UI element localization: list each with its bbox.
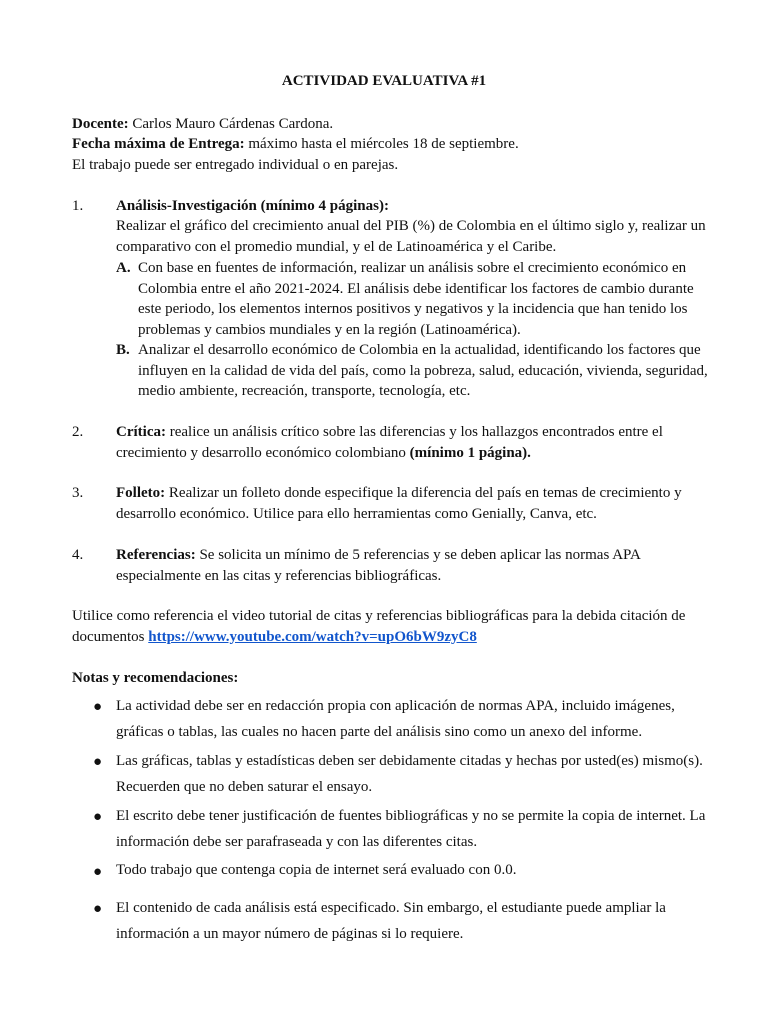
- note-item: Las gráficas, tablas y estadísticas deben ser debidamente citadas y hechas por usted(es) mismo(s). Recuerden que no deben saturar el ensayo.: [116, 753, 703, 795]
- subitem-letter: A.: [116, 260, 131, 276]
- fecha-value: máximo hasta el miércoles 18 de septiembre.: [244, 136, 519, 152]
- item-1-text: Realizar el gráfico del crecimiento anual del PIB (%) de Colombia en el último siglo y, realizar un comparativo con el promedio mundial, y el de Latinoamérica y el Caribe.: [116, 218, 706, 255]
- note-item: La actividad debe ser en redacción propia con aplicación de normas APA, incluido imágenes, gráficas o tablas, las cuales no hacen parte del análisis sino como un anexo del informe.: [116, 698, 675, 740]
- fecha-line: [72, 134, 519, 155]
- item-number: 2.: [72, 424, 84, 440]
- bullet-icon: ●: [93, 901, 103, 917]
- bullet-icon: ●: [93, 754, 103, 770]
- subitem-letter: B.: [116, 342, 130, 358]
- docente-line: [72, 114, 333, 135]
- note-item: El escrito debe tener justificación de fuentes bibliográficas y no se permite la copia de internet. La información debe ser parafraseada y con las diferentes citas.: [116, 808, 706, 850]
- document-title: ACTIVIDAD EVALUATIVA #1: [281, 73, 487, 89]
- bullet-icon: ●: [93, 699, 103, 715]
- fecha-label: Fecha máxima de Entrega:: [72, 136, 245, 152]
- bullet-icon: ●: [93, 864, 103, 880]
- item-number: 4.: [72, 547, 84, 563]
- subitem-b-text: Analizar el desarrollo económico de Colombia en la actualidad, identificando los factores que influyen en la calidad de vida del país, como la pobreza, salud, educación, vivienda, seguridad, medio ambiente, recreación, transporte, tecnología, etc.: [138, 342, 708, 400]
- subitem-a-text: Con base en fuentes de información, realizar un análisis sobre el crecimiento económico en Colombia entre el año 2021-2024. El análisis debe identificar los factores de cambio durante este periodo, los elementos internos positivos y negativos y la incidencia que han tenido los problemas y cambios mundiales y en la región (Latinoamérica).: [138, 260, 694, 339]
- item-2-text: Crítica: realice un análisis crítico sobre las diferencias y los hallazgos encontrados entre el crecimiento y desarrollo económico colombiano (mínimo 1 página).: [116, 424, 663, 461]
- item-1-heading: Análisis-Investigación (mínimo 4 páginas):: [116, 198, 389, 214]
- item-number: 3.: [72, 485, 84, 501]
- note-item: Todo trabajo que contenga copia de internet será evaluado con 0.0.: [116, 862, 517, 878]
- docente-value: Carlos Mauro Cárdenas Cardona.: [128, 116, 334, 132]
- docente-label: Docente:: [72, 116, 129, 132]
- reference-paragraph: Utilice como referencia el video tutorial de citas y referencias bibliográficas para la debida citación de documentos https://www.youtube.com/watch?v=upO6bW9zyC8: [72, 608, 686, 645]
- item-3-text: Folleto: Realizar un folleto donde especifique la diferencia del país en temas de crecimiento y desarrollo económico. Utilice para ello herramientas como Genially, Canva, etc.: [116, 485, 682, 522]
- bullet-icon: ●: [93, 809, 103, 825]
- item-number: 1.: [72, 198, 84, 214]
- item-4-text: Referencias: Se solicita un mínimo de 5 referencias y se deben aplicar las normas APA especialmente en las citas y referencias bibliográficas.: [116, 547, 641, 584]
- notes-heading: Notas y recomendaciones:: [72, 670, 239, 686]
- youtube-tutorial-link[interactable]: https://www.youtube.com/watch?v=upO6bW9zyC8: [148, 628, 477, 645]
- note-item: El contenido de cada análisis está especificado. Sin embargo, el estudiante puede ampliar la información a un mayor número de páginas si lo requiere.: [116, 900, 666, 942]
- delivery-note: El trabajo puede ser entregado individual o en parejas.: [72, 157, 399, 173]
